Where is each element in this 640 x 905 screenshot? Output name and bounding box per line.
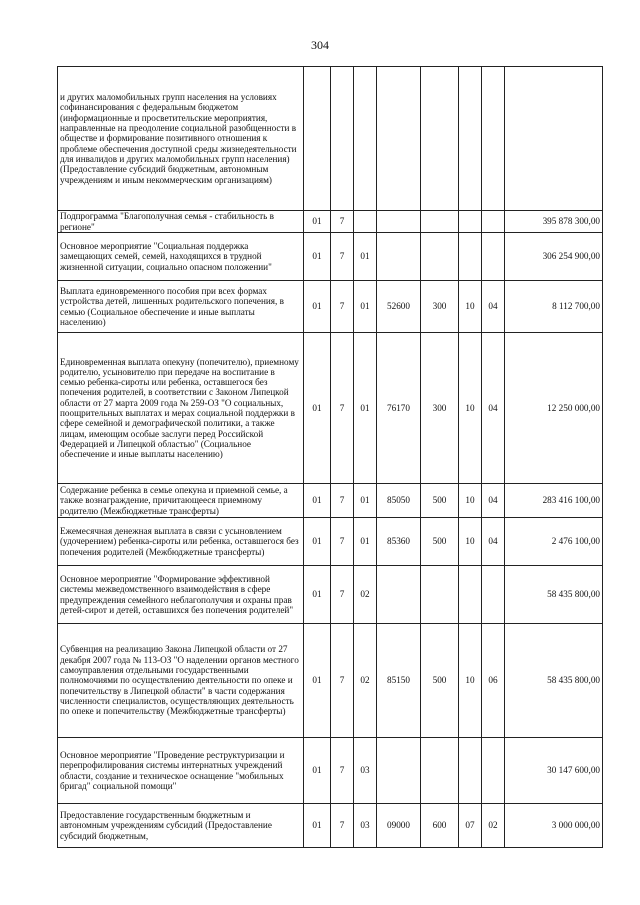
table-row — [58, 484, 603, 518]
code-cell-4 — [377, 233, 421, 281]
code-cell-7 — [482, 67, 505, 211]
code-cell-5: 300 — [421, 281, 459, 333]
code-cell-6: 10 — [459, 281, 482, 333]
row-description: Единовременная выплата опекуну (попечителю), приемному родителю, усыновителю при передаче на воспитание в семью ребенка-сироты или ребенка, оставшегося без попечения родителей, в соответствии с Законом Липецкой области от 27 марта 2009 года № 259-ОЗ "О социальных, поощрительных выплатах и мерах социальной поддержки в сфере семейной и демографической политики, а также лицам, имеющим особые заслуги перед Российской Федерацией и Липецкой областью" (Социальное обеспечение и иные выплаты населению) — [58, 333, 304, 484]
table-row — [58, 624, 603, 738]
table-row — [58, 333, 603, 484]
code-cell-5 — [421, 67, 459, 211]
code-cell-3 — [354, 211, 377, 233]
code-cell-2: 7 — [331, 333, 354, 484]
code-cell-4: 85360 — [377, 518, 421, 566]
code-cell-6 — [459, 738, 482, 804]
code-cell-7 — [482, 738, 505, 804]
code-cell-2: 7 — [331, 566, 354, 624]
code-cell-3: 01 — [354, 518, 377, 566]
code-cell-7 — [482, 566, 505, 624]
code-cell-5: 500 — [421, 518, 459, 566]
code-cell-1: 01 — [304, 566, 331, 624]
row-description: Предоставление государственным бюджетным и автономным учреждениям субсидий (Предоставление субсидий бюджетным, — [58, 804, 304, 848]
code-cell-2: 7 — [331, 233, 354, 281]
amount-cell: 30 147 600,00 — [505, 738, 603, 804]
code-cell-5: 500 — [421, 624, 459, 738]
code-cell-5: 500 — [421, 484, 459, 518]
code-cell-2: 7 — [331, 624, 354, 738]
code-cell-4 — [377, 738, 421, 804]
code-cell-4: 85150 — [377, 624, 421, 738]
code-cell-6 — [459, 233, 482, 281]
table-row — [58, 281, 603, 333]
code-cell-2: 7 — [331, 804, 354, 848]
row-description: Основное мероприятие "Проведение реструктуризации и перепрофилирования системы интернатных учреждений области, создание и техническое оснащение "мобильных бригад" социальной помощи" — [58, 738, 304, 804]
amount-cell: 12 250 000,00 — [505, 333, 603, 484]
page-number: 304 — [311, 38, 329, 52]
code-cell-3: 03 — [354, 804, 377, 848]
code-cell-1: 01 — [304, 333, 331, 484]
code-cell-1: 01 — [304, 484, 331, 518]
code-cell-3: 01 — [354, 233, 377, 281]
code-cell-1: 01 — [304, 518, 331, 566]
code-cell-1: 01 — [304, 804, 331, 848]
table-row — [58, 518, 603, 566]
table-row — [58, 233, 603, 281]
code-cell-4: 52600 — [377, 281, 421, 333]
code-cell-1 — [304, 67, 331, 211]
code-cell-4: 09000 — [377, 804, 421, 848]
code-cell-3 — [354, 67, 377, 211]
budget-table — [57, 66, 603, 848]
code-cell-2: 7 — [331, 484, 354, 518]
code-cell-4: 85050 — [377, 484, 421, 518]
row-description: Содержание ребенка в семье опекуна и приемной семье, а также вознаграждение, причитающееся приемному родителю (Межбюджетные трансферты) — [58, 484, 304, 518]
code-cell-5: 600 — [421, 804, 459, 848]
code-cell-5 — [421, 738, 459, 804]
amount-cell: 58 435 800,00 — [505, 566, 603, 624]
row-description: Основное мероприятие "Социальная поддержка замещающих семей, семей, находящихся в трудной жизненной ситуации, социально опасном положении" — [58, 233, 304, 281]
code-cell-7: 06 — [482, 624, 505, 738]
code-cell-7: 04 — [482, 281, 505, 333]
code-cell-1: 01 — [304, 624, 331, 738]
code-cell-7: 04 — [482, 484, 505, 518]
code-cell-5: 300 — [421, 333, 459, 484]
code-cell-2: 7 — [331, 518, 354, 566]
row-description: Выплата единовременного пособия при всех формах устройства детей, лишенных родительского попечения, в семью (Социальное обеспечение и иные выплаты населению) — [58, 281, 304, 333]
code-cell-2: 7 — [331, 738, 354, 804]
code-cell-7 — [482, 233, 505, 281]
amount-cell: 58 435 800,00 — [505, 624, 603, 738]
code-cell-3: 01 — [354, 484, 377, 518]
code-cell-7 — [482, 211, 505, 233]
code-cell-6 — [459, 211, 482, 233]
row-description: и других маломобильных групп населения на условиях софинансирования с федеральным бюджетом (информационные и просветительские мероприятия, направленные на преодоление социальной разобщенности в обществе и формирование позитивного отношения к проблеме обеспечения доступной среды жизнедеятельности для инвалидов и других маломобильных групп населения) (Предоставление субсидий бюджетным, автономным учреждениям и иным некоммерческим организациям) — [58, 67, 304, 211]
code-cell-5 — [421, 566, 459, 624]
code-cell-2 — [331, 67, 354, 211]
amount-cell: 395 878 300,00 — [505, 211, 603, 233]
code-cell-3: 01 — [354, 281, 377, 333]
code-cell-4: 76170 — [377, 333, 421, 484]
code-cell-6: 07 — [459, 804, 482, 848]
row-description: Основное мероприятие "Формирование эффективной системы межведомственного взаимодействия в сфере предупреждения семейного неблагополучия и охраны прав детей-сирот и детей, оставшихся без попечения родителей" — [58, 566, 304, 624]
code-cell-1: 01 — [304, 738, 331, 804]
code-cell-7: 04 — [482, 333, 505, 484]
code-cell-3: 02 — [354, 624, 377, 738]
code-cell-5 — [421, 211, 459, 233]
code-cell-1: 01 — [304, 233, 331, 281]
code-cell-4 — [377, 67, 421, 211]
code-cell-4 — [377, 211, 421, 233]
table-row — [58, 738, 603, 804]
code-cell-5 — [421, 233, 459, 281]
table-row — [58, 804, 603, 848]
code-cell-2: 7 — [331, 281, 354, 333]
row-description: Субвенция на реализацию Закона Липецкой области от 27 декабря 2007 года № 113-ОЗ "О наделении органов местного самоуправления отдельными государственными полномочиями по осуществлению деятельности по опеке и попечительству в Липецкой области" в части содержания численности специалистов, осуществляющих деятельность по опеке и попечительству (Межбюджетные трансферты) — [58, 624, 304, 738]
code-cell-6: 10 — [459, 624, 482, 738]
row-description: Подпрограмма "Благополучная семья - стабильность в регионе" — [58, 211, 304, 233]
code-cell-6: 10 — [459, 484, 482, 518]
code-cell-7: 02 — [482, 804, 505, 848]
amount-cell: 8 112 700,00 — [505, 281, 603, 333]
amount-cell: 2 476 100,00 — [505, 518, 603, 566]
code-cell-6 — [459, 566, 482, 624]
table-row — [58, 67, 603, 211]
code-cell-3: 01 — [354, 333, 377, 484]
code-cell-1: 01 — [304, 211, 331, 233]
code-cell-7: 04 — [482, 518, 505, 566]
amount-cell: 3 000 000,00 — [505, 804, 603, 848]
amount-cell: 306 254 900,00 — [505, 233, 603, 281]
code-cell-3: 02 — [354, 566, 377, 624]
code-cell-1: 01 — [304, 281, 331, 333]
code-cell-6: 10 — [459, 518, 482, 566]
code-cell-6: 10 — [459, 333, 482, 484]
table-row — [58, 566, 603, 624]
amount-cell — [505, 67, 603, 211]
table-row — [58, 211, 603, 233]
code-cell-6 — [459, 67, 482, 211]
code-cell-3: 03 — [354, 738, 377, 804]
amount-cell: 283 416 100,00 — [505, 484, 603, 518]
code-cell-4 — [377, 566, 421, 624]
code-cell-2: 7 — [331, 211, 354, 233]
row-description: Ежемесячная денежная выплата в связи с усыновлением (удочерением) ребенка-сироты или ребенка, оставшегося без попечения родителей (Межбюджетные трансферты) — [58, 518, 304, 566]
